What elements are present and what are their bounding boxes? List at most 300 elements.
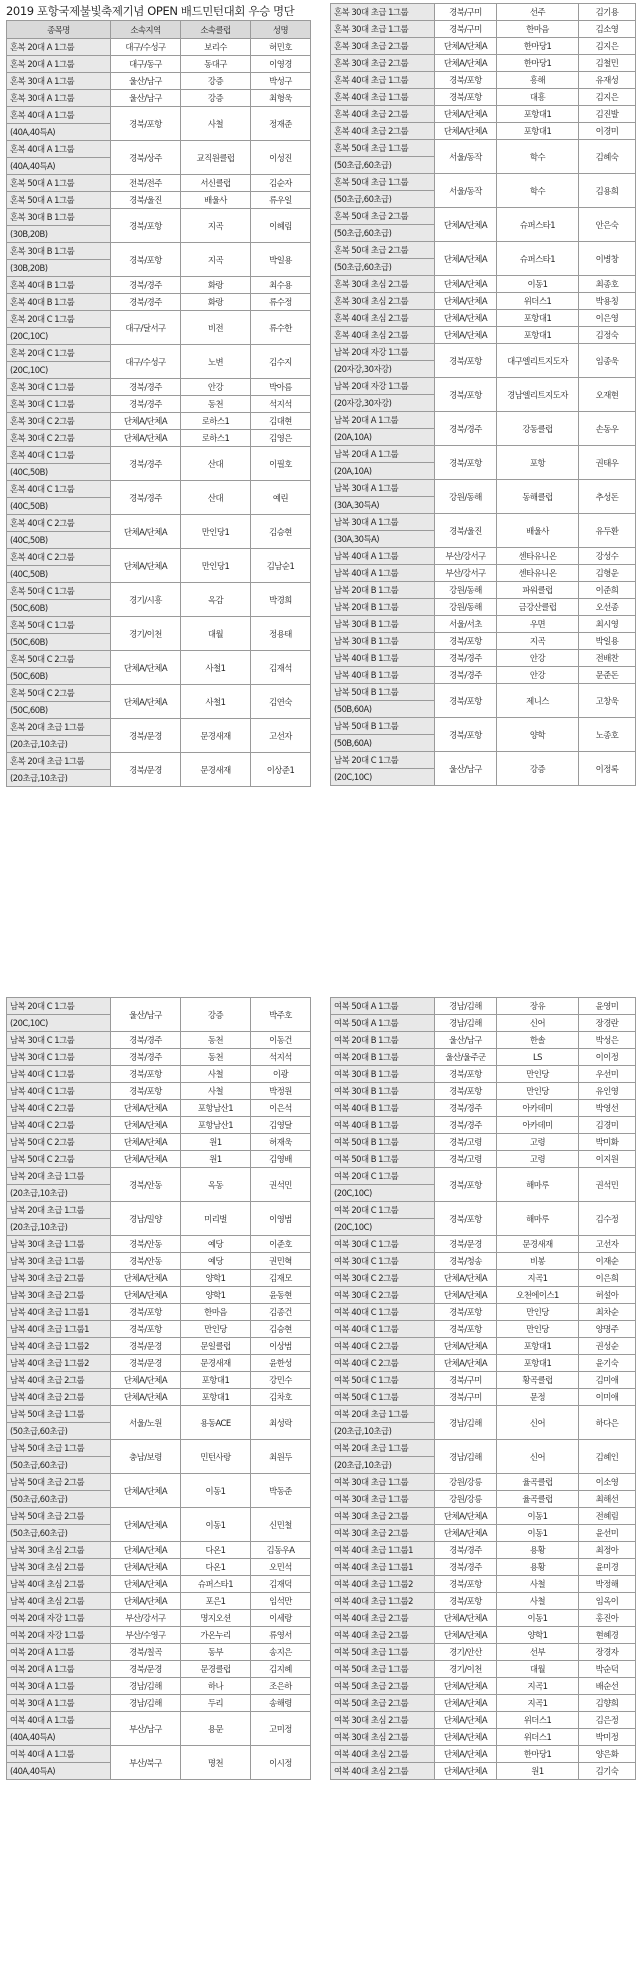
table-row	[331, 998, 636, 1015]
event-cell: 여복 40대 초급 1그룹2	[331, 1576, 435, 1593]
region-cell: 경북/울진	[111, 192, 181, 209]
region-cell: 경북/경주	[111, 1049, 181, 1066]
player-name-cell: 정재준	[251, 107, 311, 141]
event-subgroup-cell: (20A,10A)	[331, 463, 435, 480]
club-cell: 화랑	[181, 294, 251, 311]
event-cell: 여복 30대 초급 1그룹	[331, 1474, 435, 1491]
region-cell: 경북/문경	[111, 1661, 181, 1678]
player-name-cell: 김차호	[251, 1389, 311, 1406]
region-cell: 경남/밀양	[111, 1202, 181, 1236]
region-cell: 단체A/단체A	[435, 327, 497, 344]
player-name-cell: 박동준	[251, 1474, 311, 1508]
region-cell: 경북/구미	[435, 1389, 497, 1406]
player-name-cell: 이영범	[251, 1202, 311, 1236]
table-row	[7, 1474, 311, 1491]
region-cell: 부산/남구	[111, 1712, 181, 1746]
table-row	[7, 107, 311, 124]
result-table-4	[330, 997, 636, 1780]
player-name-cell: 윤기숙	[579, 1355, 636, 1372]
event-cell: 혼복 30대 B 1그룹	[7, 243, 111, 260]
player-name-cell: 김영배	[251, 1151, 311, 1168]
table-row	[331, 310, 636, 327]
event-cell: 남복 20대 A 1그룹	[331, 446, 435, 463]
club-cell: 문경새재	[497, 1236, 579, 1253]
player-name-cell: 김철민	[579, 55, 636, 72]
region-cell: 경북/포항	[435, 89, 497, 106]
region-cell: 단체A/단체A	[435, 1746, 497, 1763]
table-row	[331, 1100, 636, 1117]
event-cell: 혼복 50대 초급 2그룹	[331, 208, 435, 225]
player-name-cell: 박아름	[251, 379, 311, 396]
club-cell: 율곡클럽	[497, 1491, 579, 1508]
event-subgroup-cell: (50B,60A)	[331, 735, 435, 752]
event-subgroup-cell: (20C,10C)	[331, 1219, 435, 1236]
player-name-cell: 이성진	[251, 141, 311, 175]
region-cell: 단체A/단체A	[435, 1270, 497, 1287]
player-name-cell: 고미정	[251, 1712, 311, 1746]
table-row	[7, 1236, 311, 1253]
player-name-cell: 이은희	[579, 1270, 636, 1287]
club-cell: 하나	[181, 1678, 251, 1695]
event-cell: 여복 50대 C 1그룹	[331, 1389, 435, 1406]
table-row	[331, 1151, 636, 1168]
club-cell: 이동1	[497, 1525, 579, 1542]
club-cell: 동천	[181, 1049, 251, 1066]
player-name-cell: 우선미	[579, 1066, 636, 1083]
region-cell: 단체A/단체A	[435, 276, 497, 293]
event-cell: 혼복 30대 C 2그룹	[7, 413, 111, 430]
table-row	[7, 1287, 311, 1304]
event-cell: 남복 50대 초급 1그룹	[7, 1406, 111, 1423]
event-subgroup-cell: (20초급,10초급)	[7, 736, 111, 753]
event-cell: 여복 40대 C 2그룹	[331, 1338, 435, 1355]
club-cell: 문일클럽	[181, 1338, 251, 1355]
club-cell: 신어	[497, 1406, 579, 1440]
club-cell: 아카데미	[497, 1100, 579, 1117]
table-row	[7, 192, 311, 209]
player-name-cell: 권성순	[579, 1338, 636, 1355]
player-name-cell: 최해선	[579, 1491, 636, 1508]
club-cell: 경남엘리트지도자	[497, 378, 579, 412]
club-cell: 문정	[497, 1389, 579, 1406]
table-row	[331, 242, 636, 259]
region-cell: 경북/포항	[435, 1321, 497, 1338]
club-cell: 대구엘리트지도자	[497, 344, 579, 378]
event-cell: 남복 20대 B 1그룹	[331, 599, 435, 616]
player-name-cell: 이광	[251, 1066, 311, 1083]
club-cell: 위더스1	[497, 293, 579, 310]
region-cell: 울산/남구	[111, 998, 181, 1032]
table-row	[7, 617, 311, 634]
club-cell: 포항대1	[497, 1338, 579, 1355]
column-header: 소속클럽	[181, 21, 251, 39]
event-subgroup-cell: (50C,60B)	[7, 668, 111, 685]
region-cell: 경북/포항	[435, 1083, 497, 1100]
player-name-cell: 박정원	[251, 1083, 311, 1100]
player-name-cell: 이상범	[251, 1338, 311, 1355]
club-cell: 원1	[181, 1151, 251, 1168]
table-row	[331, 1406, 636, 1423]
club-cell: 이동1	[181, 1508, 251, 1542]
region-cell: 경북/울진	[435, 514, 497, 548]
event-cell: 혼복 50대 C 1그룹	[7, 583, 111, 600]
club-cell: 옥동	[181, 1168, 251, 1202]
event-cell: 남복 50대 초급 1그룹	[7, 1440, 111, 1457]
region-cell: 강원/강릉	[435, 1474, 497, 1491]
event-cell: 혼복 30대 A 1그룹	[7, 90, 111, 107]
player-name-cell: 허재욱	[251, 1134, 311, 1151]
region-cell: 경북/경주	[111, 447, 181, 481]
table-row	[7, 396, 311, 413]
player-name-cell: 이은영	[579, 310, 636, 327]
event-cell: 남복 40대 B 1그룹	[331, 667, 435, 684]
table-row	[7, 1202, 311, 1219]
region-cell: 단체A/단체A	[111, 1474, 181, 1508]
player-name-cell: 박성구	[251, 73, 311, 90]
column-header: 성명	[251, 21, 311, 39]
column-header: 종목명	[7, 21, 111, 39]
event-cell: 남복 40대 초급 1그룹2	[7, 1338, 111, 1355]
column-header: 소속지역	[111, 21, 181, 39]
club-cell: 산대	[181, 481, 251, 515]
table-row	[331, 276, 636, 293]
event-cell: 여복 30대 C 1그룹	[331, 1236, 435, 1253]
club-cell: 학수	[497, 174, 579, 208]
table-row	[331, 1491, 636, 1508]
region-cell: 단체A/단체A	[111, 1100, 181, 1117]
club-cell: 사철	[181, 1066, 251, 1083]
table-row	[7, 1440, 311, 1457]
region-cell: 대구/수성구	[111, 345, 181, 379]
player-name-cell: 최종호	[579, 276, 636, 293]
player-name-cell: 예린	[251, 481, 311, 515]
event-cell: 혼복 50대 C 2그룹	[7, 685, 111, 702]
event-subgroup-cell: (50초급,60초급)	[7, 1423, 111, 1440]
event-subgroup-cell: (30B,20B)	[7, 260, 111, 277]
event-cell: 남복 40대 초급 2그룹	[7, 1389, 111, 1406]
region-cell: 단체A/단체A	[435, 1678, 497, 1695]
event-cell: 혼복 40대 초급 1그룹	[331, 72, 435, 89]
table-row	[331, 1661, 636, 1678]
table-row	[331, 480, 636, 497]
table-row	[331, 684, 636, 701]
club-cell: 선부	[497, 1644, 579, 1661]
event-cell: 남복 50대 C 2그룹	[7, 1134, 111, 1151]
table-row	[7, 1695, 311, 1712]
player-name-cell: 배순선	[579, 1678, 636, 1695]
region-cell: 대구/수성구	[111, 39, 181, 56]
event-cell: 혼복 50대 초급 1그룹	[331, 140, 435, 157]
region-cell: 경북/포항	[435, 684, 497, 718]
region-cell: 경북/포항	[435, 72, 497, 89]
club-cell: 센타유니온	[497, 548, 579, 565]
player-name-cell: 이시정	[251, 1746, 311, 1780]
club-cell: 한마당1	[497, 1746, 579, 1763]
table-row	[331, 1049, 636, 1066]
event-cell: 남복 20대 자강 1그룹	[331, 378, 435, 395]
table-row	[7, 1066, 311, 1083]
player-name-cell: 이지원	[579, 1151, 636, 1168]
event-cell: 여복 30대 C 2그룹	[331, 1287, 435, 1304]
event-subgroup-cell: (50C,60B)	[7, 702, 111, 719]
table-row	[7, 73, 311, 90]
event-cell: 여복 30대 C 1그룹	[331, 1253, 435, 1270]
event-cell: 남복 30대 초급 2그룹	[7, 1270, 111, 1287]
event-cell: 남복 50대 B 1그룹	[331, 684, 435, 701]
player-name-cell: 류영서	[251, 1627, 311, 1644]
table-row	[7, 1117, 311, 1134]
player-name-cell: 이세랑	[251, 1610, 311, 1627]
player-name-cell: 이미애	[579, 1389, 636, 1406]
table-row	[7, 998, 311, 1015]
region-cell: 경남/김해	[435, 1015, 497, 1032]
event-subgroup-cell: (50초급,60초급)	[331, 225, 435, 242]
player-name-cell: 김연숙	[251, 685, 311, 719]
club-cell: 지곡	[497, 633, 579, 650]
player-name-cell: 이은석	[251, 1100, 311, 1117]
player-name-cell: 이상준1	[251, 753, 311, 787]
event-cell: 혼복 40대 C 1그룹	[7, 481, 111, 498]
player-name-cell: 오선종	[579, 599, 636, 616]
event-cell: 혼복 30대 초급 2그룹	[331, 55, 435, 72]
player-name-cell: 석지석	[251, 396, 311, 413]
region-cell: 경북/구미	[435, 4, 497, 21]
region-cell: 강원/강릉	[435, 1491, 497, 1508]
player-name-cell: 이재순	[579, 1253, 636, 1270]
table-row	[331, 1236, 636, 1253]
event-cell: 혼복 40대 초심 2그룹	[331, 310, 435, 327]
player-name-cell: 신민철	[251, 1508, 311, 1542]
event-cell: 혼복 20대 C 1그룹	[7, 311, 111, 328]
player-name-cell: 박주호	[251, 998, 311, 1032]
player-name-cell: 류우일	[251, 192, 311, 209]
event-cell: 혼복 40대 C 1그룹	[7, 447, 111, 464]
event-subgroup-cell: (20C,10C)	[7, 1015, 111, 1032]
event-subgroup-cell: (50초급,60초급)	[7, 1457, 111, 1474]
region-cell: 단체A/단체A	[111, 1542, 181, 1559]
table-row	[7, 447, 311, 464]
player-name-cell: 김재덕	[251, 1576, 311, 1593]
club-cell: 파워클럽	[497, 582, 579, 599]
player-name-cell: 박미정	[579, 1729, 636, 1746]
player-name-cell: 송지은	[251, 1644, 311, 1661]
table-row	[7, 311, 311, 328]
event-cell: 혼복 20대 A 1그룹	[7, 39, 111, 56]
player-name-cell: 김기숙	[579, 1763, 636, 1780]
club-cell: 명지오션	[181, 1610, 251, 1627]
table-row	[7, 345, 311, 362]
player-name-cell: 고창욱	[579, 684, 636, 718]
region-cell: 경북/문경	[111, 1338, 181, 1355]
region-cell: 단체A/단체A	[111, 1287, 181, 1304]
table-row	[331, 1559, 636, 1576]
club-cell: 만인당	[497, 1066, 579, 1083]
region-cell: 경북/구미	[435, 21, 497, 38]
player-name-cell: 조은하	[251, 1678, 311, 1695]
region-cell: 단체A/단체A	[111, 430, 181, 447]
club-cell: 포항대1	[181, 1389, 251, 1406]
region-cell: 경북/안동	[111, 1236, 181, 1253]
event-cell: 혼복 30대 초급 1그룹	[331, 21, 435, 38]
region-cell: 단체A/단체A	[111, 1372, 181, 1389]
event-cell: 여복 40대 C 1그룹	[331, 1304, 435, 1321]
region-cell: 경북/포항	[111, 1083, 181, 1100]
player-name-cell: 김지혜	[251, 1661, 311, 1678]
player-name-cell: 이혜림	[251, 209, 311, 243]
player-name-cell: 양명주	[579, 1321, 636, 1338]
player-name-cell: 김수정	[579, 1202, 636, 1236]
club-cell: 옥감	[181, 583, 251, 617]
club-cell: 용동ACE	[181, 1406, 251, 1440]
event-cell: 여복 50대 초급 2그룹	[331, 1678, 435, 1695]
table-row	[7, 651, 311, 668]
region-cell: 경북/포항	[435, 633, 497, 650]
region-cell: 경북/경주	[435, 1100, 497, 1117]
table-row	[331, 208, 636, 225]
table-row	[331, 1729, 636, 1746]
event-subgroup-cell: (50초급,60초급)	[7, 1491, 111, 1508]
club-cell: 포항남산1	[181, 1117, 251, 1134]
event-subgroup-cell: (20초급,10초급)	[7, 1219, 111, 1236]
region-cell: 울산/남구	[111, 73, 181, 90]
region-cell: 단체A/단체A	[435, 242, 497, 276]
region-cell: 서울/서초	[435, 616, 497, 633]
table-row	[331, 1032, 636, 1049]
region-cell: 경북/경주	[111, 1032, 181, 1049]
event-cell: 여복 20대 C 1그룹	[331, 1168, 435, 1185]
event-subgroup-cell: (40C,50B)	[7, 464, 111, 481]
event-cell: 여복 50대 초급 1그룹	[331, 1644, 435, 1661]
event-cell: 남복 50대 B 1그룹	[331, 718, 435, 735]
club-cell: 이동1	[497, 1508, 579, 1525]
event-cell: 여복 20대 B 1그룹	[331, 1049, 435, 1066]
region-cell: 울산/남구	[111, 90, 181, 107]
event-cell: 여복 20대 초급 1그룹	[331, 1406, 435, 1423]
player-name-cell: 김영은	[251, 430, 311, 447]
player-name-cell: 최정아	[579, 1542, 636, 1559]
table-row	[7, 1049, 311, 1066]
region-cell: 경북/문경	[111, 1355, 181, 1372]
event-cell: 남복 40대 A 1그룹	[331, 565, 435, 582]
table-row	[331, 718, 636, 735]
table-row	[331, 1066, 636, 1083]
event-cell: 혼복 50대 초급 1그룹	[331, 174, 435, 191]
table-row	[7, 1576, 311, 1593]
region-cell: 단체A/단체A	[435, 1763, 497, 1780]
region-cell: 경북/포항	[111, 1321, 181, 1338]
player-name-cell: 박미화	[579, 1134, 636, 1151]
club-cell: 강동클럽	[497, 412, 579, 446]
club-cell: 한마음	[497, 21, 579, 38]
club-cell: 문경새재	[181, 1355, 251, 1372]
event-subgroup-cell: (30A,30특A)	[331, 531, 435, 548]
club-cell: 포항대1	[497, 310, 579, 327]
club-cell: 만인당1	[181, 549, 251, 583]
table-row	[7, 39, 311, 56]
event-cell: 남복 40대 C 1그룹	[7, 1083, 111, 1100]
event-subgroup-cell: (40A,40특A)	[7, 1763, 111, 1780]
club-cell: 로하스1	[181, 413, 251, 430]
region-cell: 경북/경주	[111, 277, 181, 294]
region-cell: 단체A/단체A	[435, 1508, 497, 1525]
region-cell: 경북/문경	[435, 1236, 497, 1253]
event-cell: 남복 30대 B 1그룹	[331, 616, 435, 633]
table-row	[7, 753, 311, 770]
club-cell: 강증	[181, 998, 251, 1032]
table-row	[331, 616, 636, 633]
table-row	[331, 1287, 636, 1304]
region-cell: 서울/노원	[111, 1406, 181, 1440]
event-cell: 혼복 30대 초급 2그룹	[331, 38, 435, 55]
player-name-cell: 김동우A	[251, 1542, 311, 1559]
table-row	[331, 1134, 636, 1151]
club-cell: 사철	[497, 1576, 579, 1593]
region-cell: 경북/안동	[111, 1253, 181, 1270]
region-cell: 경북/경주	[435, 1117, 497, 1134]
player-name-cell: 석지석	[251, 1049, 311, 1066]
event-cell: 남복 30대 A 1그룹	[331, 514, 435, 531]
event-cell: 여복 30대 초급 1그룹	[331, 1491, 435, 1508]
club-cell: 용황	[497, 1542, 579, 1559]
event-cell: 혼복 50대 초급 2그룹	[331, 242, 435, 259]
table-row	[7, 56, 311, 73]
event-cell: 남복 30대 A 1그룹	[331, 480, 435, 497]
club-cell: 만인당	[497, 1321, 579, 1338]
event-subgroup-cell: (30A,30특A)	[331, 497, 435, 514]
table-row	[331, 1474, 636, 1491]
player-name-cell: 장경자	[579, 1644, 636, 1661]
table-row	[7, 1270, 311, 1287]
table-row	[331, 1168, 636, 1185]
event-cell: 혼복 20대 초급 1그룹	[7, 719, 111, 736]
region-cell: 대구/동구	[111, 56, 181, 73]
region-cell: 경남/김해	[435, 998, 497, 1015]
event-cell: 여복 40대 C 2그룹	[331, 1355, 435, 1372]
table-row	[331, 1763, 636, 1780]
table-row	[331, 633, 636, 650]
event-subgroup-cell: (50초급,60초급)	[331, 259, 435, 276]
event-subgroup-cell: (50C,60B)	[7, 634, 111, 651]
event-cell: 여복 50대 A 1그룹	[331, 998, 435, 1015]
event-subgroup-cell: (40C,50B)	[7, 498, 111, 515]
event-cell: 남복 50대 C 2그룹	[7, 1151, 111, 1168]
table-row	[331, 1525, 636, 1542]
region-cell: 강원/동해	[435, 599, 497, 616]
club-cell: 사철	[497, 1593, 579, 1610]
event-cell: 남복 20대 A 1그룹	[331, 412, 435, 429]
player-name-cell: 박영선	[579, 1100, 636, 1117]
table-row	[331, 1627, 636, 1644]
region-cell: 충남/보령	[111, 1440, 181, 1474]
player-name-cell: 류수정	[251, 294, 311, 311]
event-cell: 여복 30대 A 1그룹	[7, 1695, 111, 1712]
event-cell: 혼복 40대 A 1그룹	[7, 141, 111, 158]
event-subgroup-cell: (40C,50B)	[7, 532, 111, 549]
player-name-cell: 최원두	[251, 1440, 311, 1474]
event-subgroup-cell: (20C,10C)	[331, 1185, 435, 1202]
table-row	[331, 89, 636, 106]
region-cell: 경남/김해	[435, 1440, 497, 1474]
table-row	[7, 1627, 311, 1644]
table-row	[331, 1678, 636, 1695]
event-cell: 혼복 40대 B 1그룹	[7, 277, 111, 294]
event-cell: 여복 40대 초심 2그룹	[331, 1746, 435, 1763]
page-title: 2019 포항국제불빛축제기념 OPEN 배드민턴대회 우승 명단	[6, 4, 295, 18]
player-name-cell: 최성락	[251, 1406, 311, 1440]
event-cell: 남복 20대 초급 1그룹	[7, 1168, 111, 1185]
player-name-cell: 이병창	[579, 242, 636, 276]
table-row	[331, 1304, 636, 1321]
